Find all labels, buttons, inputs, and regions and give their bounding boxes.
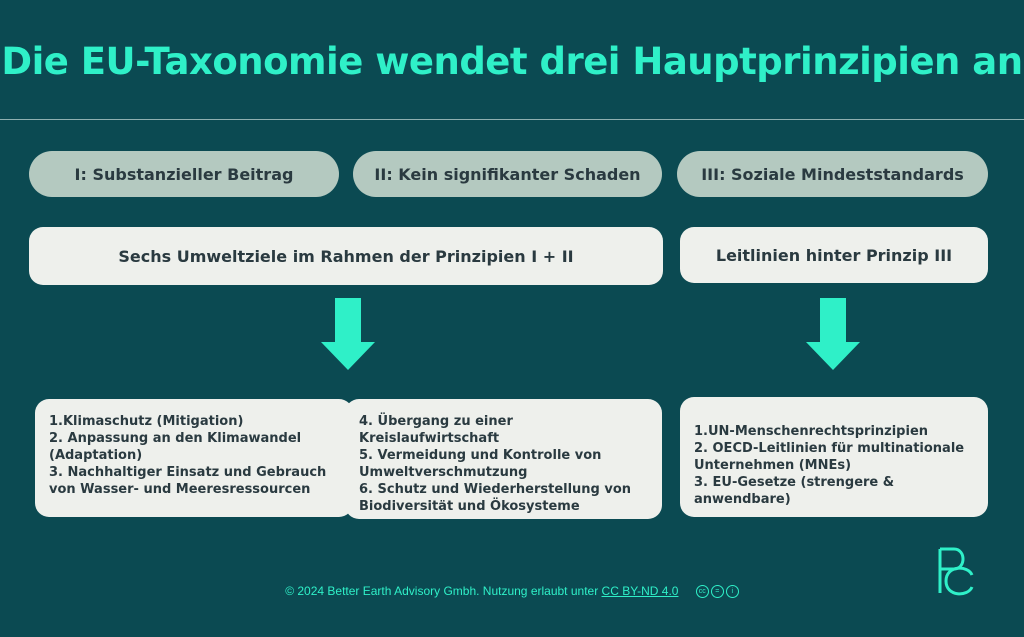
guidelines-list [680,397,988,517]
cc-license-icon: cc = i [694,584,739,598]
principle-1-pill: I: Substanzieller Beitrag [29,151,339,197]
list-item: 1.UN-Menschenrechtsprinzipien [694,424,929,439]
list-item: 4. Übergang zu einer Kreislaufwirtschaft [359,414,513,446]
principle-2-pill: II: Kein signifikanter Schaden [353,151,662,197]
arrow-down-icon [321,298,375,370]
environmental-goals-summary: Sechs Umweltziele im Rahmen der Prinzipien I + II [29,227,663,285]
page-title: Die EU-Taxonomie wendet drei Hauptprinzipien an [1,40,1023,83]
goals-list-4-6 [345,399,662,519]
list-item: 3. Nachhaltiger Einsatz und Gebrauch von Wasser- und Meeresressourcen [49,465,327,497]
footer [0,584,1024,598]
copyright-text: © 2024 Better Earth Advisory Gmbh. Nutzung erlaubt unter [285,584,602,598]
guidelines-summary: Leitlinien hinter Prinzip III [680,227,988,283]
list-item: 2. OECD-Leitlinien für multinationale Unternehmen (MNEs) [694,441,965,473]
license-link[interactable]: CC BY-ND 4.0 [601,584,679,598]
list-item: 2. Anpassung an den Klimawandel (Adaptation) [49,431,302,463]
list-item: 5. Vermeidung und Kontrolle von Umweltverschmutzung [359,448,602,480]
arrow-down-icon [806,298,860,370]
list-item: 6. Schutz und Wiederherstellung von Biodiversität und Ökosysteme [359,482,632,514]
list-item: 3. EU-Gesetze (strengere & anwendbare) [694,475,895,507]
principle-3-pill: III: Soziale Mindeststandards [677,151,988,197]
list-item: 1.Klimaschutz (Mitigation) [49,414,244,429]
goals-list-1-3 [35,399,353,517]
divider [0,119,1024,120]
better-earth-logo-icon [934,545,978,597]
